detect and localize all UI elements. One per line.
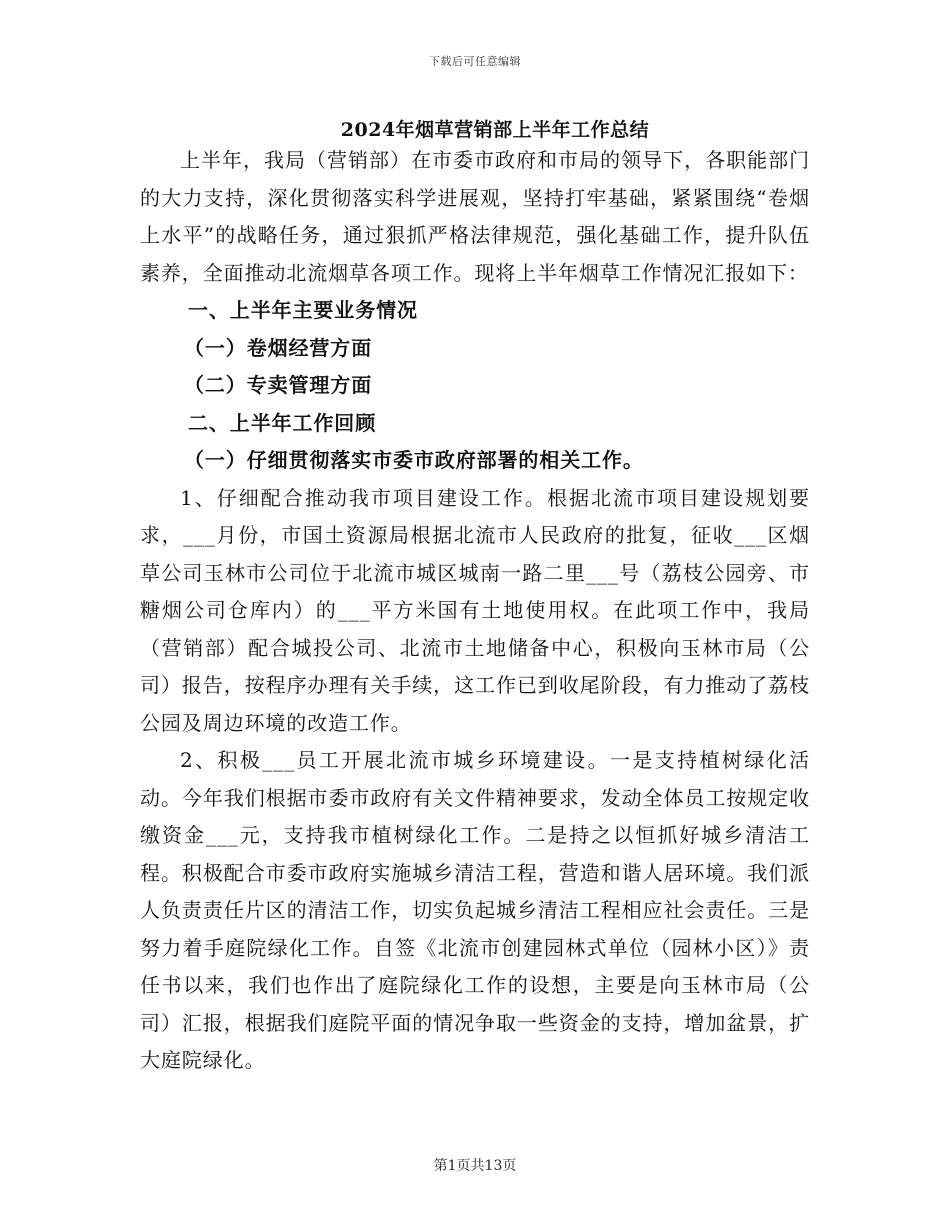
subheading-1-2: （二）专卖管理方面 (184, 373, 373, 397)
section-heading-2: 二、上半年工作回顾 (188, 410, 377, 435)
section-heading-1: 一、上半年主要业务情况 (188, 298, 418, 322)
intro-paragraph: 上半年，我局（营销部）在市委市政府和市局的领导下，各职能部门的大力支持，深化贯彻落实科学进展观，坚持打牢基础，紧紧围绕“卷烟上水平”的战略任务，通过狠抓严格法律规范，强化基础工作，提升队伍素养，全面推动北流烟草各项工作。现将上半年烟草工作情况汇报如下： (140, 148, 810, 285)
subheading-1-1: （一）卷烟经营方面 (184, 335, 373, 360)
body-paragraph-2: 2、积极___员工开展北流市城乡环境建设。一是支持植树绿化活动。今年我们根据市委市政府有关文件精神要求，发动全体员工按规定收缴资金___元，支持我市植树绿化工作。二是持之以恒抓好城乡清洁工程。积极配合市委市政府实施城乡清洁工程，营造和谐人居环境。我们派人负责责任片区的清洁工作，切实负起城乡清洁工程相应社会责任。三是努力着手庭院绿化工作。自签《北流市创建园林式单位（园林小区）》责任书以来，我们也作出了庭院绿化工作的设想，主要是向玉林市局（公司）汇报，根据我们庭院平面的情况争取一些资金的支持，增加盆景，扩大庭院绿化。 (140, 748, 810, 1072)
document-body (140, 142, 810, 1080)
header-note: 下载后可任意编辑 (429, 55, 521, 68)
document-title: 2024年烟草营销部上半年工作总结 (340, 119, 650, 141)
body-paragraph-1: 1、仔细配合推动我市项目建设工作。根据北流市项目建设规划要求，___月份，市国土资源局根据北流市人民政府的批复，征收___区烟草公司玉林市公司位于北流市城区城南一路二里___号（荔枝公园旁、市糖烟公司仓库内）的___平方米国有土地使用权。在此项工作中，我局（营销部）配合城投公司、北流市土地储备中心，积极向玉林市局（公司）报告，按程序办理有关手续，这工作已到收尾阶段，有力推动了荔枝公园及周边环境的改造工作。 (140, 485, 810, 735)
subheading-2-1: （一）仔细贯彻落实市委市政府部署的相关工作。 (184, 448, 644, 472)
page-number: 第1页共13页 (433, 1158, 517, 1174)
